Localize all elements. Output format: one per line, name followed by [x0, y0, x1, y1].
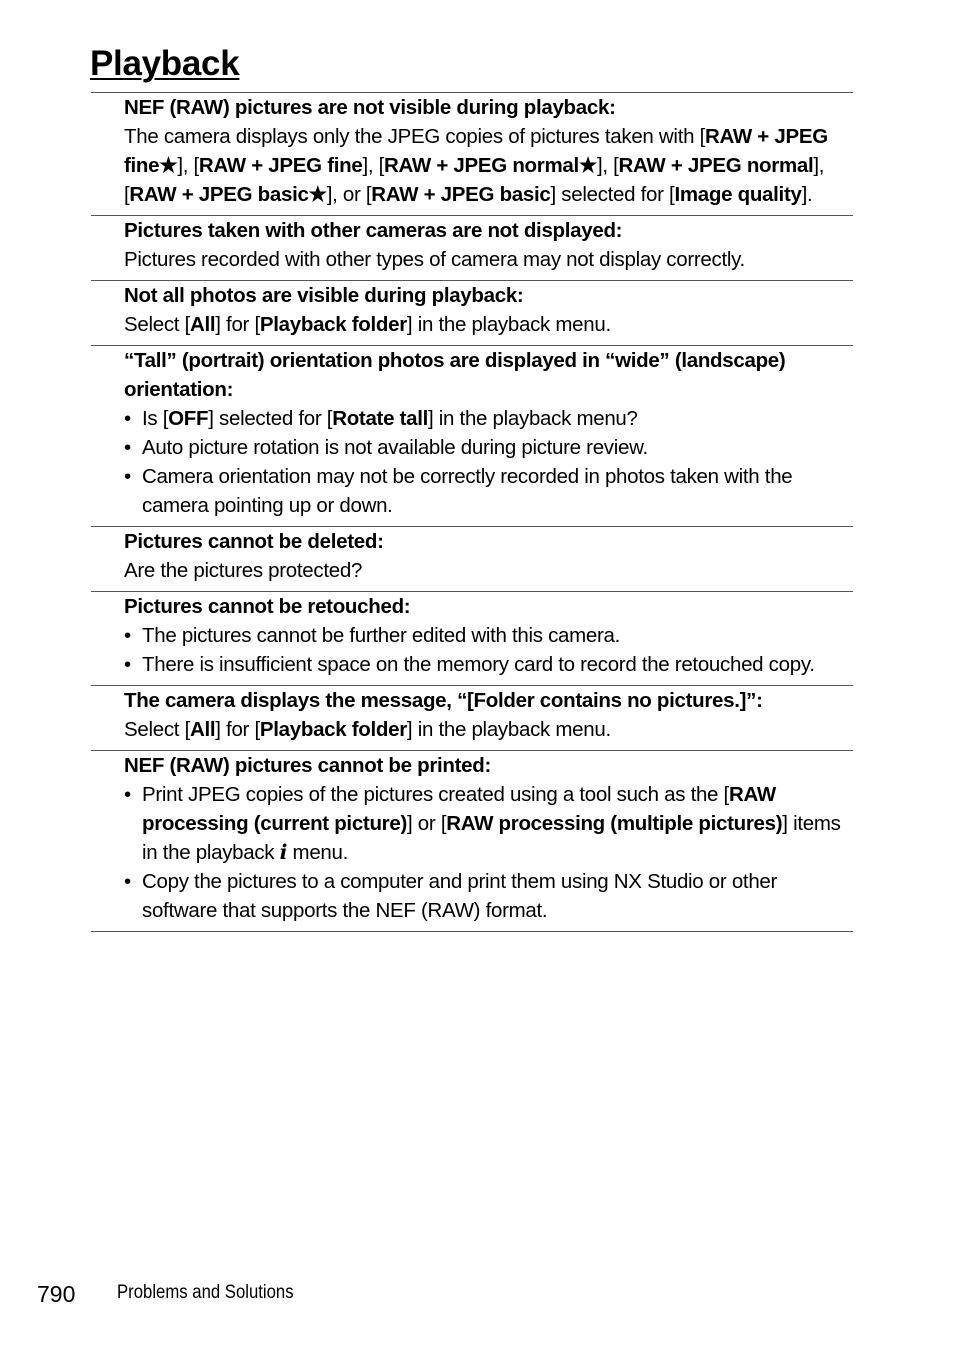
body-text: Camera orientation may not be correctly recorded in photos taken with the camera pointing up or down.: [142, 465, 793, 517]
bullet-icon: •: [124, 436, 131, 459]
body-text: ].: [801, 183, 813, 206]
body-text: Select [: [124, 313, 190, 336]
setting-name: Playback folder: [259, 313, 407, 336]
bullet-list: [124, 621, 853, 679]
setting-name: OFF: [168, 407, 209, 430]
body-text: menu.: [287, 841, 349, 864]
setting-name: RAW + JPEG normal: [618, 154, 814, 177]
setting-name: Rotate tall: [332, 407, 428, 430]
body-text: Select [: [124, 718, 190, 741]
entry-other-cameras: [91, 216, 853, 281]
entry-folder-no-pictures: [91, 686, 853, 751]
bullet-icon: •: [124, 783, 131, 806]
body-text: ], [: [124, 154, 825, 206]
setting-name: RAW + JPEG basic: [371, 183, 551, 206]
entry-heading: NEF (RAW) pictures are not visible during playback:: [124, 96, 616, 119]
setting-name: RAW processing (current picture): [142, 783, 776, 835]
setting-name: All: [189, 718, 216, 741]
setting-name: Image quality: [674, 183, 802, 206]
bullet-list: [124, 404, 853, 520]
bullet-icon: •: [124, 465, 131, 488]
list-item: [124, 621, 853, 650]
body-text: The pictures cannot be further edited with this camera.: [142, 624, 621, 647]
body-text: ], [: [362, 154, 385, 177]
page-number: 790: [37, 1281, 76, 1307]
setting-name: Playback folder: [259, 718, 407, 741]
section-label: Problems and Solutions: [117, 1282, 294, 1303]
body-text: ] in the playback menu.: [406, 718, 611, 741]
body-text: ] selected for [: [208, 407, 333, 430]
body-text: ] items in the playback: [142, 812, 841, 864]
bullet-icon: •: [124, 653, 131, 676]
setting-name: RAW processing (multiple pictures): [446, 812, 783, 835]
body-text: ], [: [596, 154, 619, 177]
entry-body: [124, 122, 853, 209]
entry-heading: The camera displays the message, “[Folder contains no pictures.]”:: [124, 689, 763, 712]
body-text: Print JPEG copies of the pictures created using a tool such as the [: [142, 783, 729, 806]
entry-body: [124, 310, 853, 339]
entry-heading: Not all photos are visible during playback:: [124, 284, 524, 307]
entry-body: [124, 715, 853, 744]
entry-cannot-delete: [91, 527, 853, 592]
setting-name: RAW + JPEG fine★: [124, 125, 828, 177]
setting-name: RAW + JPEG fine: [198, 154, 363, 177]
body-text: ] for [: [215, 718, 260, 741]
body-text: ] or [: [407, 812, 447, 835]
bullet-icon: •: [124, 407, 131, 430]
body-text: There is insufficient space on the memory card to record the retouched copy.: [142, 653, 815, 676]
entry-heading: Pictures taken with other cameras are not displayed:: [124, 219, 623, 242]
list-item: [124, 433, 853, 462]
body-text: The camera displays only the JPEG copies of pictures taken with [: [124, 125, 705, 148]
entry-heading: “Tall” (portrait) orientation photos are displayed in “wide” (landscape) orientation:: [124, 349, 786, 401]
entry-body: Pictures recorded with other types of camera may not display correctly.: [124, 248, 745, 271]
bullet-list: [124, 780, 853, 925]
body-text: Auto picture rotation is not available during picture review.: [142, 436, 648, 459]
body-text: Is [: [142, 407, 169, 430]
bullet-icon: •: [124, 870, 131, 893]
body-text: ] for [: [215, 313, 260, 336]
entry-nef-not-visible: [91, 93, 853, 216]
entry-not-all-photos: [91, 281, 853, 346]
bullet-icon: •: [124, 624, 131, 647]
entry-heading: Pictures cannot be deleted:: [124, 530, 384, 553]
list-item: [124, 780, 853, 867]
entry-cannot-retouch: [91, 592, 853, 686]
setting-name: RAW + JPEG normal★: [384, 154, 597, 177]
list-item: [124, 650, 853, 679]
troubleshooting-table: [91, 92, 853, 932]
body-text: ], [: [177, 154, 199, 177]
setting-name: RAW + JPEG basic★: [129, 183, 327, 206]
body-text: Copy the pictures to a computer and print them using NX Studio or other software that supports the NEF (RAW) format.: [142, 870, 778, 922]
entry-heading: Pictures cannot be retouched:: [124, 595, 411, 618]
body-text: ], or [: [326, 183, 372, 206]
entry-orientation: [91, 346, 853, 527]
entry-heading: NEF (RAW) pictures cannot be printed:: [124, 754, 492, 777]
entry-cannot-print: [91, 751, 853, 932]
body-text: ] selected for [: [550, 183, 675, 206]
page-title: Playback: [90, 44, 240, 83]
body-text: ] in the playback menu?: [428, 407, 638, 430]
setting-name: All: [189, 313, 216, 336]
i-menu-icon: i: [279, 840, 288, 864]
body-text: ] in the playback menu.: [406, 313, 611, 336]
list-item: [124, 462, 853, 520]
entry-body: Are the pictures protected?: [124, 559, 363, 582]
list-item: [124, 867, 853, 925]
list-item: [124, 404, 853, 433]
